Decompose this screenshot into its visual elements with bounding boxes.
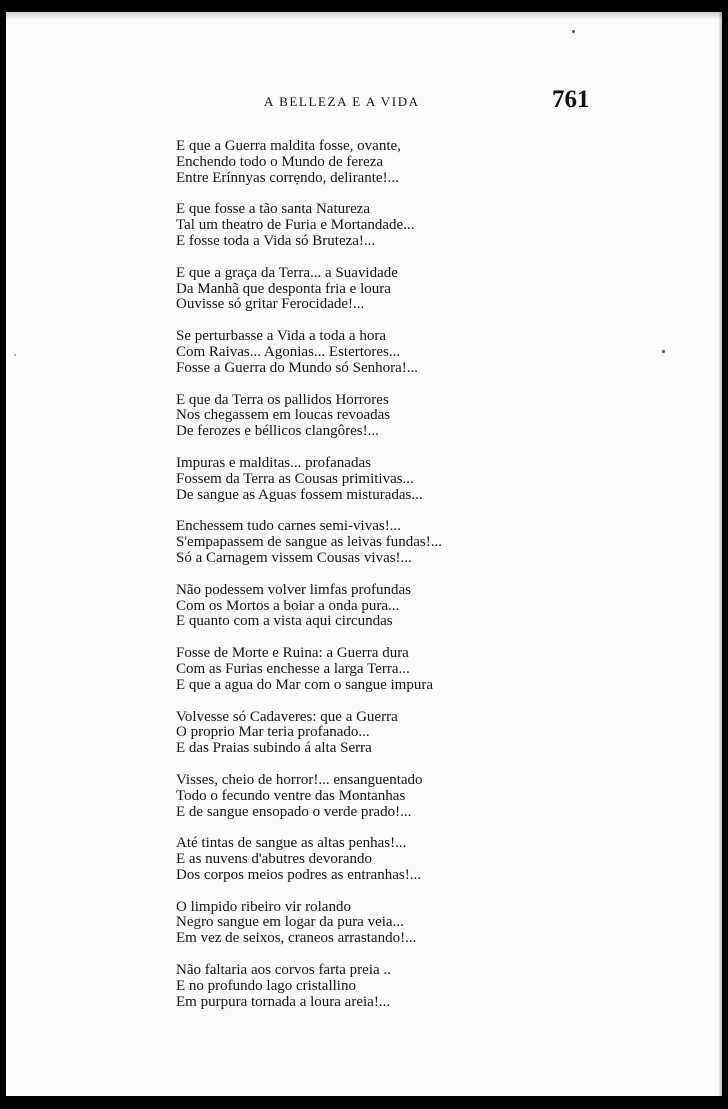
page-header xyxy=(6,86,722,120)
verse-line: Até tintas de sangue as altas penhas!... xyxy=(176,835,407,852)
ink-speck xyxy=(662,350,665,353)
stanza xyxy=(176,456,496,503)
verse-line: Com Raivas... Agonias... Estertores... xyxy=(176,343,401,360)
stanza xyxy=(176,393,496,440)
stanza xyxy=(176,963,496,1010)
verse-line: E que fosse a tão santa Natureza xyxy=(176,201,371,218)
verse-line: O limpido ribeiro vir rolando xyxy=(176,898,351,915)
stanza xyxy=(176,266,496,313)
verse-line: Só a Carnagem vissem Cousas vivas!... xyxy=(176,549,412,566)
stanza xyxy=(176,329,496,376)
verse-line: Dos corpos meios podres as entranhas!... xyxy=(176,866,421,883)
verse-line: Com as Furias enchesse a larga Terra... xyxy=(176,660,410,677)
verse-line: Da Manhã que desponta fria e loura xyxy=(176,280,391,297)
verse-line: E que a graça da Terra... a Suavidade xyxy=(176,264,398,281)
ink-speck xyxy=(14,354,16,356)
verse-line: E fosse toda a Vida só Bruteza!... xyxy=(176,232,376,249)
verse-line: E quanto com a vista aqui circundas xyxy=(176,613,393,630)
running-title: A BELLEZA E A VIDA xyxy=(264,94,420,109)
stanza xyxy=(176,836,496,883)
verse-line: Negro sangue em logar da pura veia... xyxy=(176,914,404,931)
verse-line: Nos chegassem em loucas revoadas xyxy=(176,407,391,424)
verse-line: Impuras e malditas... profanadas xyxy=(176,454,371,471)
verse-line: E de sangue ensopado o verde prado!... xyxy=(176,803,412,820)
verse-line: E as nuvens d'abutres devorando xyxy=(176,851,372,868)
verse-line: E que da Terra os pallidos Horrores xyxy=(176,391,389,408)
verse-line: Tal um theatro de Furia e Mortandade... xyxy=(176,217,415,234)
verse-line: Fosse a Guerra do Mundo só Senhora!... xyxy=(176,359,419,376)
book-page xyxy=(6,12,722,1096)
verse-line: Todo o fecundo ventre das Montanhas xyxy=(176,787,406,804)
verse-line: Volvesse só Cadaveres: que a Guerra xyxy=(176,708,398,725)
verse-line: E que a Guerra maldita fosse, ovante, xyxy=(176,138,401,154)
stanza xyxy=(176,773,496,820)
verse-line: Fosse de Morte e Ruina: a Guerra dura xyxy=(176,645,409,662)
verse-line: S'empapassem de sangue as leivas fundas!... xyxy=(176,534,442,551)
verse-line: Visses, cheio de horror!... ensanguentado xyxy=(176,771,423,788)
stanza xyxy=(176,710,496,757)
verse-line: Entre Erínnyas corrẹndo, delirante!... xyxy=(176,169,399,186)
verse-line: Não faltaria aos corvos farta preia .. xyxy=(176,962,391,979)
stanza xyxy=(176,519,496,566)
stanza xyxy=(176,583,496,630)
stanza xyxy=(176,900,496,947)
poem-body xyxy=(176,139,496,1026)
verse-line: Em vez de seixos, craneos arrastando!... xyxy=(176,930,417,947)
page-edge-shadow xyxy=(718,12,722,1096)
verse-line: Em purpura tornada a loura areia!... xyxy=(176,993,391,1010)
verse-line: Se perturbasse a Vida a toda a hora xyxy=(176,328,386,345)
ink-speck xyxy=(572,30,575,33)
stanza xyxy=(176,139,496,186)
verse-line: E das Praias subindo á alta Serra xyxy=(176,740,372,757)
stanza xyxy=(176,646,496,693)
verse-line: Enchessem tudo carnes semi-vivas!... xyxy=(176,518,401,535)
verse-line: Com os Mortos a boiar a onda pura... xyxy=(176,597,400,614)
page-number: 761 xyxy=(552,86,590,113)
verse-line: E no profundo lago cristallino xyxy=(176,977,356,994)
verse-line: O proprio Mar teria profanado... xyxy=(176,724,370,741)
stanza xyxy=(176,202,496,249)
verse-line: Não podessem volver limfas profundas xyxy=(176,581,411,598)
verse-line: Ouvisse só gritar Ferocidade!... xyxy=(176,296,365,313)
verse-line: Enchendo todo o Mundo de fereza xyxy=(176,153,384,170)
verse-line: De sangue as Aguas fossem misturadas... xyxy=(176,486,423,503)
verse-line: De ferozes e béllicos clangôres!... xyxy=(176,423,379,440)
verse-line: E que a agua do Mar com o sangue impura xyxy=(176,676,433,693)
verse-line: Fossem da Terra as Cousas primitivas... xyxy=(176,470,414,487)
